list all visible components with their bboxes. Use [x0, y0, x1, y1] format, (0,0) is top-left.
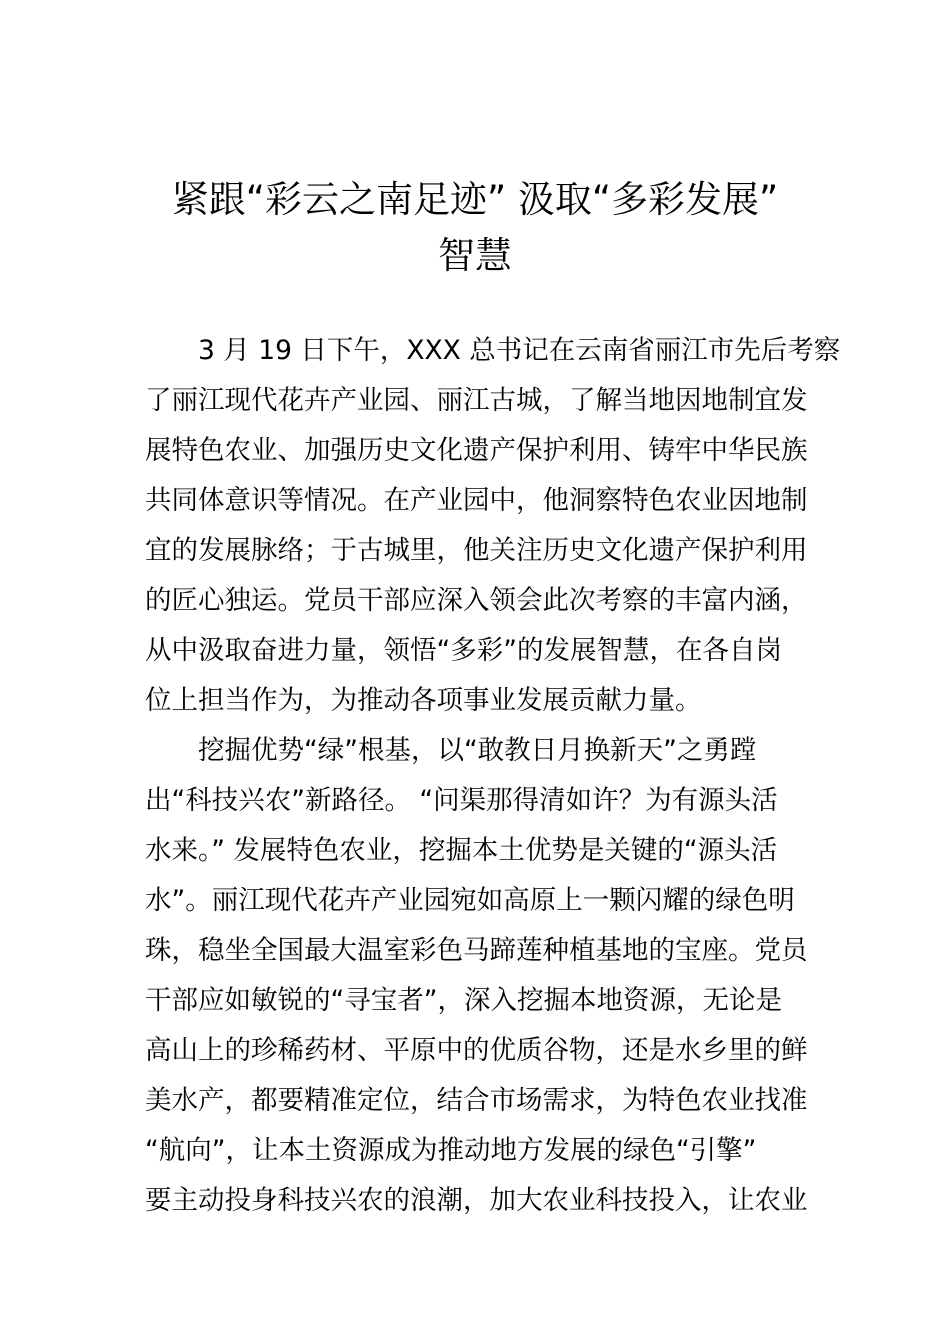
paragraph-line: 出“科技兴农”新路径。 “问渠那得清如许？为有源头活 [145, 785, 778, 816]
document-title [120, 172, 830, 284]
paragraph-line: 水”。丽江现代花卉产业园宛如高原上一颗闪耀的绿色明 [145, 885, 795, 916]
paragraph-2 [145, 726, 808, 1226]
paragraph-line: 水来。” 发展特色农业，挖掘本土优势是关键的“源头活 [145, 835, 778, 866]
paragraph-1 [145, 326, 841, 726]
paragraph-line: 挖掘优势“绿”根基，以“敢教日月换新天”之勇蹚 [198, 735, 757, 766]
paragraph-line: 要主动投身科技兴农的浪潮，加大农业科技投入，让农业 [145, 1185, 808, 1216]
paragraph-line: 展特色农业、加强历史文化遗产保护利用、铸牢中华民族 [145, 435, 808, 466]
paragraph-line: 从中汲取奋进力量，领悟“多彩”的发展智慧，在各自岗 [145, 635, 782, 666]
paragraph-line: 美水产，都要精准定位，结合市场需求，为特色农业找准 [145, 1085, 808, 1116]
title-line-1: 紧跟“彩云之南足迹” 汲取“多彩发展” [171, 178, 779, 221]
paragraph-line: 宜的发展脉络；于古城里，他关注历史文化遗产保护利用 [145, 535, 808, 566]
paragraph-line: 珠，稳坐全国最大温室彩色马蹄莲种植基地的宝座。党员 [145, 935, 808, 966]
paragraph-line: 3 月 19 日下午，XXX 总书记在云南省丽江市先后考察 [198, 335, 841, 366]
paragraph-line: 高山上的珍稀药材、平原中的优质谷物，还是水乡里的鲜 [145, 1035, 808, 1066]
title-line-2: 智慧 [438, 234, 512, 277]
paragraph-line: 位上担当作为，为推动各项事业发展贡献力量。 [145, 685, 702, 716]
paragraph-line: 了丽江现代花卉产业园、丽江古城，了解当地因地制宜发 [145, 385, 808, 416]
document-body [145, 326, 841, 1226]
paragraph-line: “航向”，让本土资源成为推动地方发展的绿色“引擎” [145, 1135, 757, 1166]
paragraph-line: 共同体意识等情况。在产业园中，他洞察特色农业因地制 [145, 485, 808, 516]
paragraph-line: 干部应如敏锐的“寻宝者”，深入挖掘本地资源，无论是 [145, 985, 782, 1016]
paragraph-line: 的匠心独运。党员干部应深入领会此次考察的丰富内涵， [145, 585, 808, 616]
